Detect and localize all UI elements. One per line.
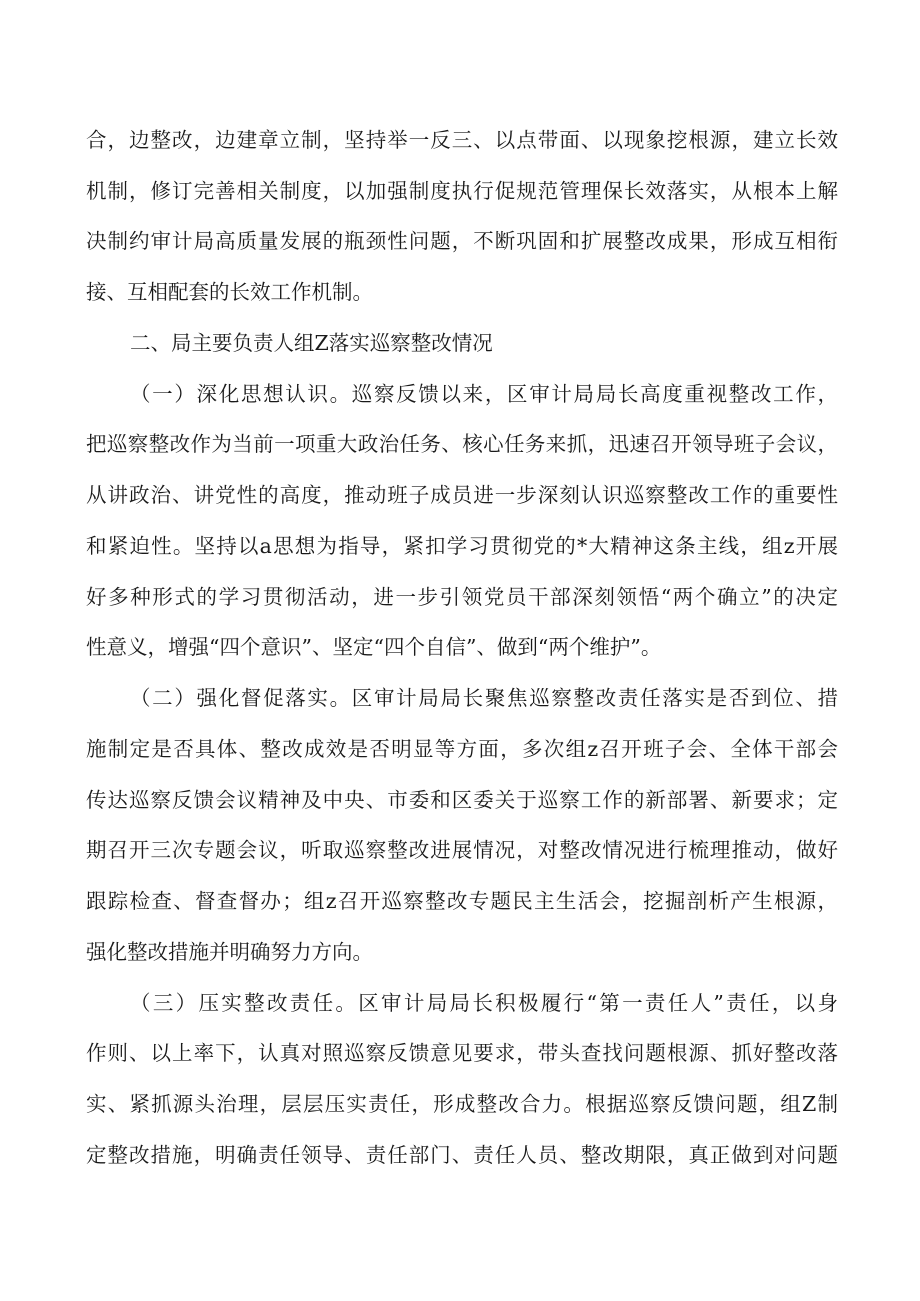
body-text-line: 把巡察整改作为当前一项重大政治任务、核心任务来抓，迅速召开领导班子会议，	[86, 432, 838, 456]
body-text-line: 施制定是否具体、整改成效是否明显等方面，多次组z召开班子会、全体干部会	[86, 737, 838, 761]
body-text-line: 强化整改措施并明确努力方向。	[86, 940, 373, 964]
body-text-line: 合，边整改，边建章立制，坚持举一反三、以点带面、以现象挖根源，建立长效	[86, 128, 838, 152]
body-text-line: 定整改措施，明确责任领导、责任部门、责任人员、整改期限，真正做到对问题	[86, 1143, 838, 1167]
body-text-line: 期召开三次专题会议，听取巡察整改进展情况，对整改情况进行梳理推动，做好	[86, 838, 838, 862]
paragraph-first-line: （一）深化思想认识。巡察反馈以来，区审计局局长高度重视整改工作，	[130, 382, 838, 406]
section-heading: 二、局主要负责人组Z落实巡察整改情况	[130, 331, 493, 355]
body-text-line: 接、互相配套的长效工作机制。	[86, 280, 373, 304]
body-text-line: 作则、以上率下，认真对照巡察反馈意见要求，带头查找问题根源、抓好整改落	[86, 1041, 838, 1065]
paragraph-first-line: （二）强化督促落实。区审计局局长聚焦巡察整改责任落实是否到位、措	[130, 686, 838, 710]
body-text-line: 机制，修订完善相关制度，以加强制度执行促规范管理保长效落实，从根本上解	[86, 179, 838, 203]
body-text-line: 决制约审计局高质量发展的瓶颈性问题，不断巩固和扩展整改成果，形成互相衔	[86, 229, 838, 253]
body-text-line: 和紧迫性。坚持以a思想为指导，紧扣学习贯彻党的*大精神这条主线，组z开展	[86, 534, 838, 558]
body-text-line: 实、紧抓源头治理，层层压实责任，形成整改合力。根据巡察反馈问题，组Z制	[86, 1092, 838, 1116]
body-text-line: 从讲政治、讲党性的高度，推动班子成员进一步深刻认识巡察整改工作的重要性	[86, 483, 838, 507]
body-text-line: 跟踪检查、督查督办；组z召开巡察整改专题民主生活会，挖掘剖析产生根源，	[86, 889, 838, 913]
paragraph-first-line: （三）压实整改责任。区审计局局长积极履行“第一责任人”责任，以身	[130, 991, 838, 1015]
body-text-line: 性意义，增强“四个意识”、坚定“四个自信”、做到“两个维护”。	[86, 635, 662, 659]
body-text-line: 好多种形式的学习贯彻活动，进一步引领党员干部深刻领悟“两个确立”的决定	[86, 585, 838, 609]
body-text-line: 传达巡察反馈会议精神及中央、市委和区委关于巡察工作的新部署、新要求；定	[86, 788, 838, 812]
